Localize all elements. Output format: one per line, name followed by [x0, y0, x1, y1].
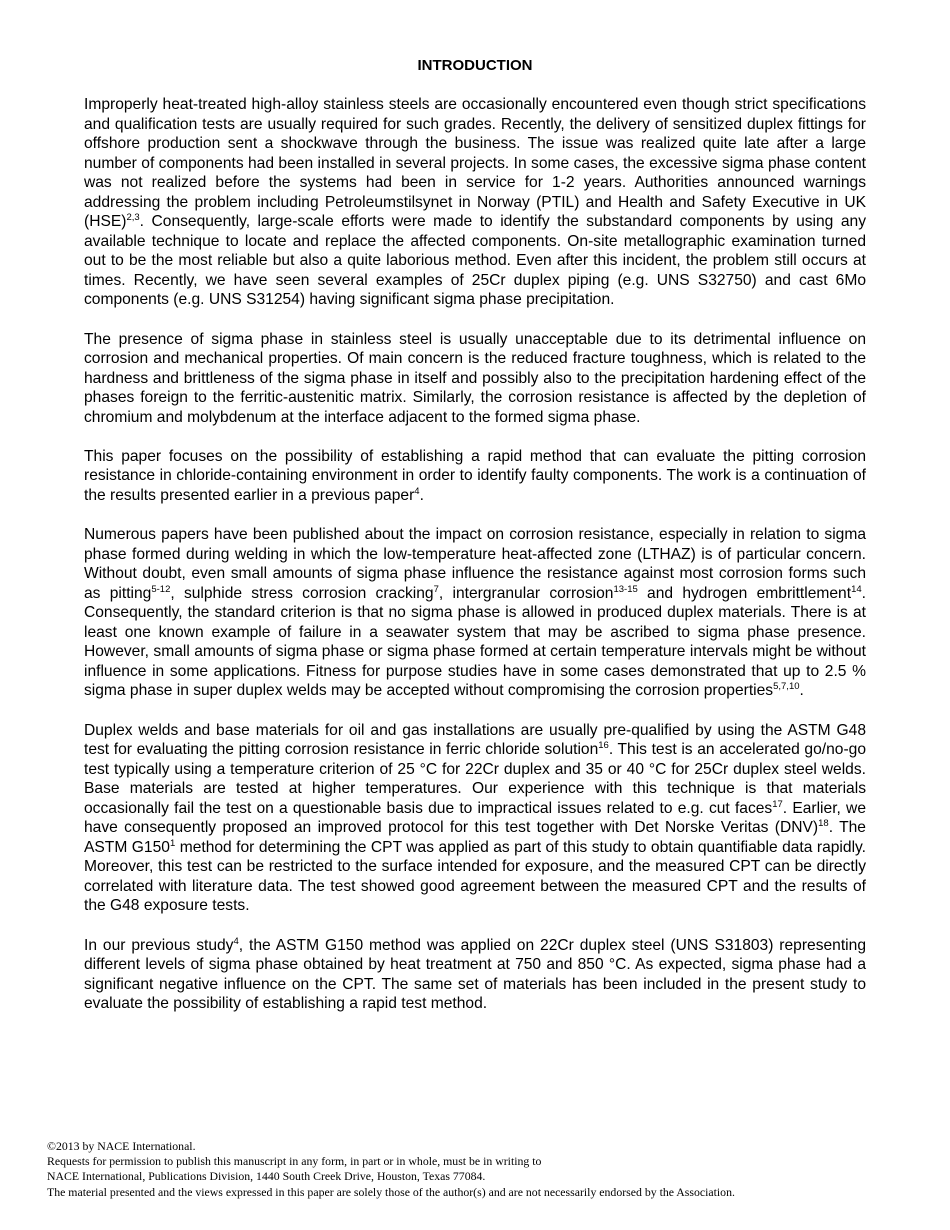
- text-run: . Earlier, we have consequently proposed an improved protocol for this test together with Det Norske Veritas (DNV): [84, 799, 866, 837]
- disclaimer-line: The material presented and the views expressed in this paper are solely those of the author(s) and are not necessarily endorsed by the Association.: [47, 1184, 735, 1199]
- text-run: Improperly heat-treated high-alloy stainless steels are occasionally encountered even though strict specifications and qualification tests are usually required for such grades. Recently, the delivery of sensitized duplex fittings for offshore production sent a shockwave through the business. The issue was realized quite late after a large number of components had been installed in several projects. In some cases, the excessive sigma phase content was not realized before the systems had been in service for 1-2 years. Authorities announced warnings addressing the problem including Petroleumstilsynet in Norway (PTIL) and Health and Safety Executive in UK (HSE): [84, 96, 866, 231]
- text-run: . This test is an accelerated go/no-go test typically using a temperature criterion of 25 °C for 22Cr duplex and 35 or 40 °C for 25Cr duplex steel welds. Base materials are tested at higher temperatures. Our experience with this technique is that materials occasionally fail the test on a questionable basis due to impractical issues related to e.g. cut faces: [84, 741, 866, 817]
- reference-superscript: 5,7,10: [773, 681, 800, 693]
- copyright-line: ©2013 by NACE International.: [47, 1139, 196, 1153]
- address-line: NACE International, Publications Division, 1440 South Creek Drive, Houston, Texas 77084.: [47, 1169, 486, 1184]
- reference-superscript: 4: [414, 485, 420, 497]
- permission-line: Requests for permission to publish this manuscript in any form, in part or in whole, must be in writing to: [47, 1154, 542, 1169]
- paragraph: [84, 721, 866, 916]
- section-heading: INTRODUCTION: [417, 57, 533, 74]
- reference-superscript: 18: [818, 818, 829, 830]
- body-text: [84, 95, 866, 1014]
- text-run: This paper focuses on the possibility of establishing a rapid method that can evaluate the pitting corrosion resistance in chloride-containing environment in order to identify faulty components. The work is a continuation of the results presented earlier in a previous paper: [84, 447, 866, 504]
- paragraph: [84, 936, 866, 1014]
- text-run: method for determining the CPT was applied as part of this study to obtain quantifiable data rapidly. Moreover, this test can be restricted to the surface intended for exposure, and the measured CPT can be directly correlated with literature data. The test showed good agreement between the measured CPT and the results of the G48 exposure tests.: [84, 838, 867, 915]
- copyright-footer: [47, 1139, 927, 1200]
- paragraph: [84, 330, 866, 428]
- text-run: Duplex welds and base materials for oil and gas installations are usually pre-qualified by using the ASTM G48 test for evaluating the pitting corrosion resistance in ferric chloride solution: [84, 721, 866, 759]
- reference-superscript: 17: [772, 798, 783, 810]
- text-run: . Consequently, large-scale efforts were made to identify the substandard components by using any available technique to locate and replace the affected components. On-site metallographic examination turned out to be the most reliable but also a quite laborious method. Even after this incident, the problem still occurs at times. Recently, we have seen several examples of 25Cr duplex piping (e.g. UNS S32750) and cast 6Mo components (e.g. UNS S31254) having significant sigma phase precipitation.: [84, 213, 866, 309]
- reference-superscript: 2,3: [126, 212, 140, 224]
- text-run: Numerous papers have been published about the impact on corrosion resistance, especially in relation to sigma phase formed during welding in which the low-temperature heat-affected zone (LTHAZ) is of particular concern. Without doubt, even small amounts of sigma phase influence the resistance against most corrosion forms such as pitting: [84, 526, 866, 602]
- paragraph: [84, 525, 866, 701]
- paragraph: [84, 95, 866, 310]
- reference-superscript: 16: [598, 740, 609, 752]
- text-run: , intergranular corrosion: [438, 584, 614, 602]
- reference-superscript: 7: [433, 583, 439, 595]
- reference-superscript: 14: [851, 583, 862, 595]
- text-run: , the ASTM G150 method was applied on 22Cr duplex steel (UNS S31803) representing different levels of sigma phase obtained by heat treatment at 750 and 850 °C. As expected, sigma phase had a significant negative influence on the CPT. The same set of materials has been included in the present study to evaluate the possibility of establishing a rapid test method.: [84, 936, 866, 1013]
- reference-superscript: 1: [169, 837, 176, 849]
- text-run: .: [799, 682, 804, 700]
- text-run: The presence of sigma phase in stainless steel is usually unacceptable due to its detrimental influence on corrosion and mechanical properties. Of main concern is the reduced fracture toughness, which is related to the hardness and brittleness of the sigma phase in itself and possibly also to the precipitation hardening effect of the phases foreign to the ferritic-austenitic matrix. Similarly, the corrosion resistance is affected by the depletion of chromium and molybdenum at the interface adjacent to the formed sigma phase.: [84, 330, 866, 426]
- reference-superscript: 4: [233, 935, 239, 947]
- text-run: . The ASTM G150: [84, 819, 866, 856]
- reference-superscript: 13-15: [613, 583, 638, 595]
- text-run: In our previous study: [84, 936, 234, 954]
- reference-superscript: 5-12: [151, 583, 171, 595]
- text-run: . Consequently, the standard criterion is that no sigma phase is allowed in produced duplex materials. There is at least one known example of failure in a seawater system that may be ascribed to sigma phase presence. However, small amounts of sigma phase or sigma phase formed at certain temperature intervals might be without influence in some applications. Fitness for purpose studies have in some cases demonstrated that up to 2.5 % sigma phase in super duplex welds may be accepted without compromising the corrosion properties: [84, 584, 866, 700]
- text-run: and hydrogen embrittlement: [637, 584, 852, 602]
- paragraph: [84, 447, 866, 506]
- text-run: , sulphide stress corrosion cracking: [170, 584, 434, 602]
- text-run: .: [419, 486, 424, 504]
